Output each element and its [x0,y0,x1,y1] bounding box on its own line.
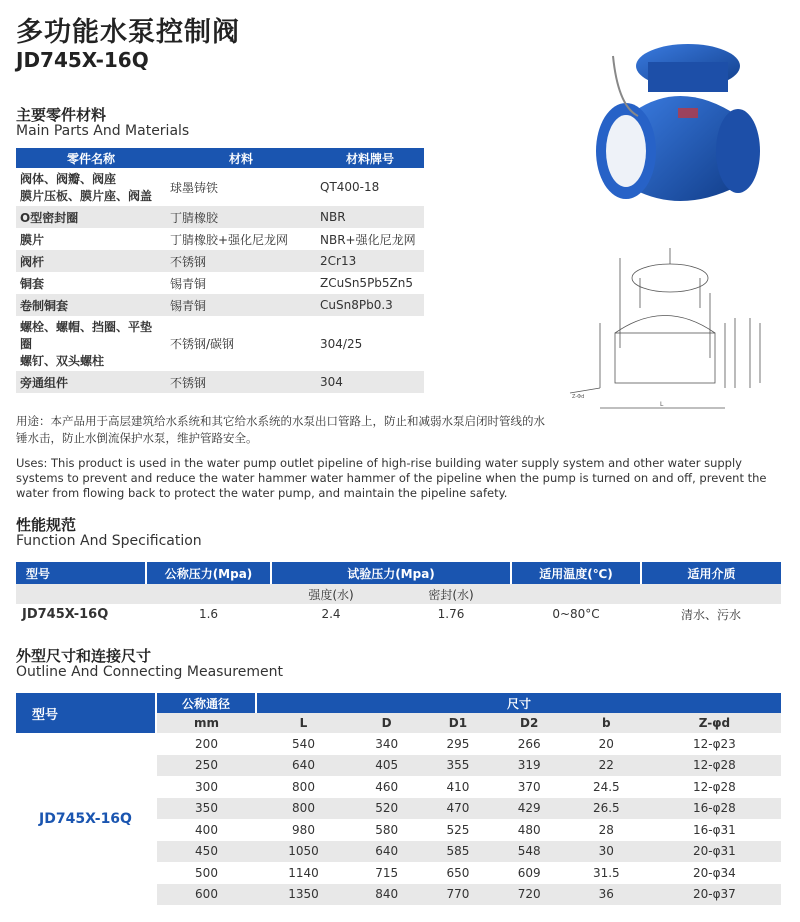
dims-cell: 1050 [256,841,351,863]
part-material: 锡青铜 [170,276,207,291]
model-number: JD745X-16Q [16,48,149,72]
dims-section-title: 外型尺寸和连接尺寸 [16,647,152,665]
spec-sub-strength: 强度(水) [271,584,391,604]
part-name: 旁通组件 [16,371,166,393]
dims-cell: 585 [422,841,493,863]
dimension-drawing [560,238,785,416]
part-name: O型密封圈 [16,206,166,228]
parts-header-grade: 材料牌号 [316,148,424,168]
dims-cell: 16-φ28 [648,798,781,820]
part-material: 不锈钢/碳钢 [170,337,235,351]
dims-section-subtitle: Outline And Connecting Measurement [16,664,283,680]
part-material: 不锈钢 [166,371,316,393]
parts-row [16,228,424,250]
dims-cell: 20 [598,736,614,751]
dims-cell: 640 [256,755,351,777]
dims-cell: 400 [195,822,218,837]
parts-row [16,206,424,228]
parts-row [16,316,424,371]
dims-cell: 200 [195,736,218,751]
spec-header-nominal: 公称压力(Mpa) [146,562,271,584]
dims-cell: 12-φ23 [693,736,736,751]
part-grade: NBR [316,206,424,228]
dims-cell: 24.5 [592,779,620,794]
dims-cell: 548 [494,841,565,863]
dims-cell: 450 [156,841,256,863]
part-grade: NBR+强化尼龙网 [320,232,416,247]
dims-cell: 1350 [256,884,351,906]
dims-cell: 250 [156,755,256,777]
dims-col-header: b [565,713,648,733]
dims-cell: 410 [446,779,470,794]
dims-col-header: mm [156,713,256,733]
parts-row [16,272,424,294]
dims-table [16,693,781,905]
dims-cell: 16-φ31 [693,822,736,837]
dims-model: JD745X-16Q [16,733,156,905]
part-grade: 2Cr13 [316,250,424,272]
dims-cell: 350 [156,798,256,820]
dims-col-header: D2 [494,713,565,733]
spec-nominal: 1.6 [198,607,219,621]
part-name: 卷制铜套 [16,294,166,316]
part-material: 丁腈橡胶+强化尼龙网 [170,232,289,247]
spec-sub-seal: 密封(水) [391,584,511,604]
dims-cell: 460 [375,779,399,794]
dims-cell: 405 [351,755,422,777]
dims-cell: 429 [494,798,565,820]
parts-section-title: 主要零件材料 [16,106,107,124]
parts-table [16,148,424,393]
dims-cell: 1140 [288,865,319,880]
part-grade: 304/25 [320,336,363,351]
parts-header-material: 材料 [166,148,316,168]
spec-header-temp: 适用温度(℃) [511,562,641,584]
dims-cell: 640 [351,841,422,863]
dims-cell: 540 [292,736,315,751]
dims-cell: 300 [195,779,218,794]
dims-cell: 370 [517,779,541,794]
part-name: 铜套 [20,276,45,291]
usage-text-cn: 用途：本产品用于高层建筑给水系统和其它给水系统的水泵出口管路上，防止和减弱水泵启闭时管线的水锤水击，防止水倒流保护水泵，维护管路安全。 [16,414,545,445]
parts-row [16,294,424,316]
dims-cell: 12-φ28 [693,779,736,794]
part-name: 螺栓、螺帽、挡圈、平垫圈 螺钉、双头螺柱 [20,320,153,368]
dims-col-header: D1 [422,713,493,733]
part-material: 锡青铜 [166,294,316,316]
dims-cell: 266 [517,736,541,751]
dims-cell: 12-φ28 [648,755,781,777]
part-material: 不锈钢 [166,250,316,272]
dims-cell: 715 [375,865,399,880]
dims-cell: 20-φ37 [648,884,781,906]
part-grade: ZCuSn5Pb5Zn5 [320,276,414,290]
dims-header-model: 型号 [16,693,156,733]
dims-col-header: D [351,713,422,733]
part-grade: QT400-18 [320,180,380,194]
spec-section-subtitle: Function And Specification [16,533,202,549]
dims-cell: 800 [256,798,351,820]
usage-text-en: Uses: This product is used in the water pump outlet pipeline of high-rise building water supply system and other water supply systems to prevent and reduce the water hammer water hammer of the pipeline when the pump is turned on and off, prevent the water from flowing back to protect the water pump, and maintain the pipeline safety. [16,456,767,500]
dims-cell: 36 [565,884,648,906]
dims-cell: 470 [422,798,493,820]
spec-model: JD745X-16Q [22,606,109,622]
svg-text:Z-Φd: Z-Φd [572,394,585,400]
dims-cell: 295 [446,736,470,751]
dims-cell: 770 [422,884,493,906]
dims-cell: 20-φ34 [693,865,736,880]
dims-cell: 500 [195,865,218,880]
spec-header-test: 试验压力(Mpa) [271,562,511,584]
dims-cell: 520 [351,798,422,820]
dims-cell: 600 [156,884,256,906]
part-grade: 304 [316,371,424,393]
part-name: 阀杆 [16,250,166,272]
part-material: 球墨铸铁 [170,180,219,195]
dims-cell: 319 [494,755,565,777]
dims-cell: 800 [292,779,315,794]
spec-section-title: 性能规范 [16,516,77,534]
parts-row [16,168,424,206]
spec-strength: 2.4 [321,607,341,621]
spec-table [16,562,781,624]
dims-cell: 355 [422,755,493,777]
page-title: 多功能水泵控制阀 [16,17,240,48]
dims-header-size: 尺寸 [256,693,781,713]
spec-seal: 1.76 [437,607,465,621]
part-name: 阀体、阀瓣、阀座 膜片压板、膜片座、阀盖 [20,172,153,203]
dims-cell: 840 [351,884,422,906]
part-grade: CuSn8Pb0.3 [316,294,424,316]
spec-medium: 清水、污水 [680,607,741,622]
dims-cell: 720 [494,884,565,906]
svg-text:L: L [660,401,664,408]
dims-cell: 28 [598,822,614,837]
parts-header-name: 零件名称 [16,148,166,168]
valve-photo [588,26,768,226]
part-name: 膜片 [20,232,45,247]
parts-row [16,371,424,393]
dims-cell: 31.5 [592,865,620,880]
dims-cell: 525 [446,822,470,837]
parts-section-subtitle: Main Parts And Materials [16,123,190,139]
dims-cell: 480 [517,822,541,837]
dims-col-header: L [256,713,351,733]
dims-cell: 22 [565,755,648,777]
spec-temp: 0~80°C [552,607,600,621]
spec-header-medium: 适用介质 [641,562,781,584]
dims-cell: 580 [375,822,399,837]
dims-cell: 980 [292,822,315,837]
dims-row [16,733,781,755]
parts-row [16,250,424,272]
dims-cell: 26.5 [565,798,648,820]
dims-cell: 609 [517,865,541,880]
dims-cell: 20-φ31 [648,841,781,863]
spec-header-model: 型号 [16,562,146,584]
part-material: 丁腈橡胶 [166,206,316,228]
dims-header-dn: 公称通径 [156,693,256,713]
dims-cell: 30 [565,841,648,863]
dims-cell: 340 [375,736,399,751]
dims-col-header: Z-φd [648,713,781,733]
dims-cell: 650 [446,865,470,880]
